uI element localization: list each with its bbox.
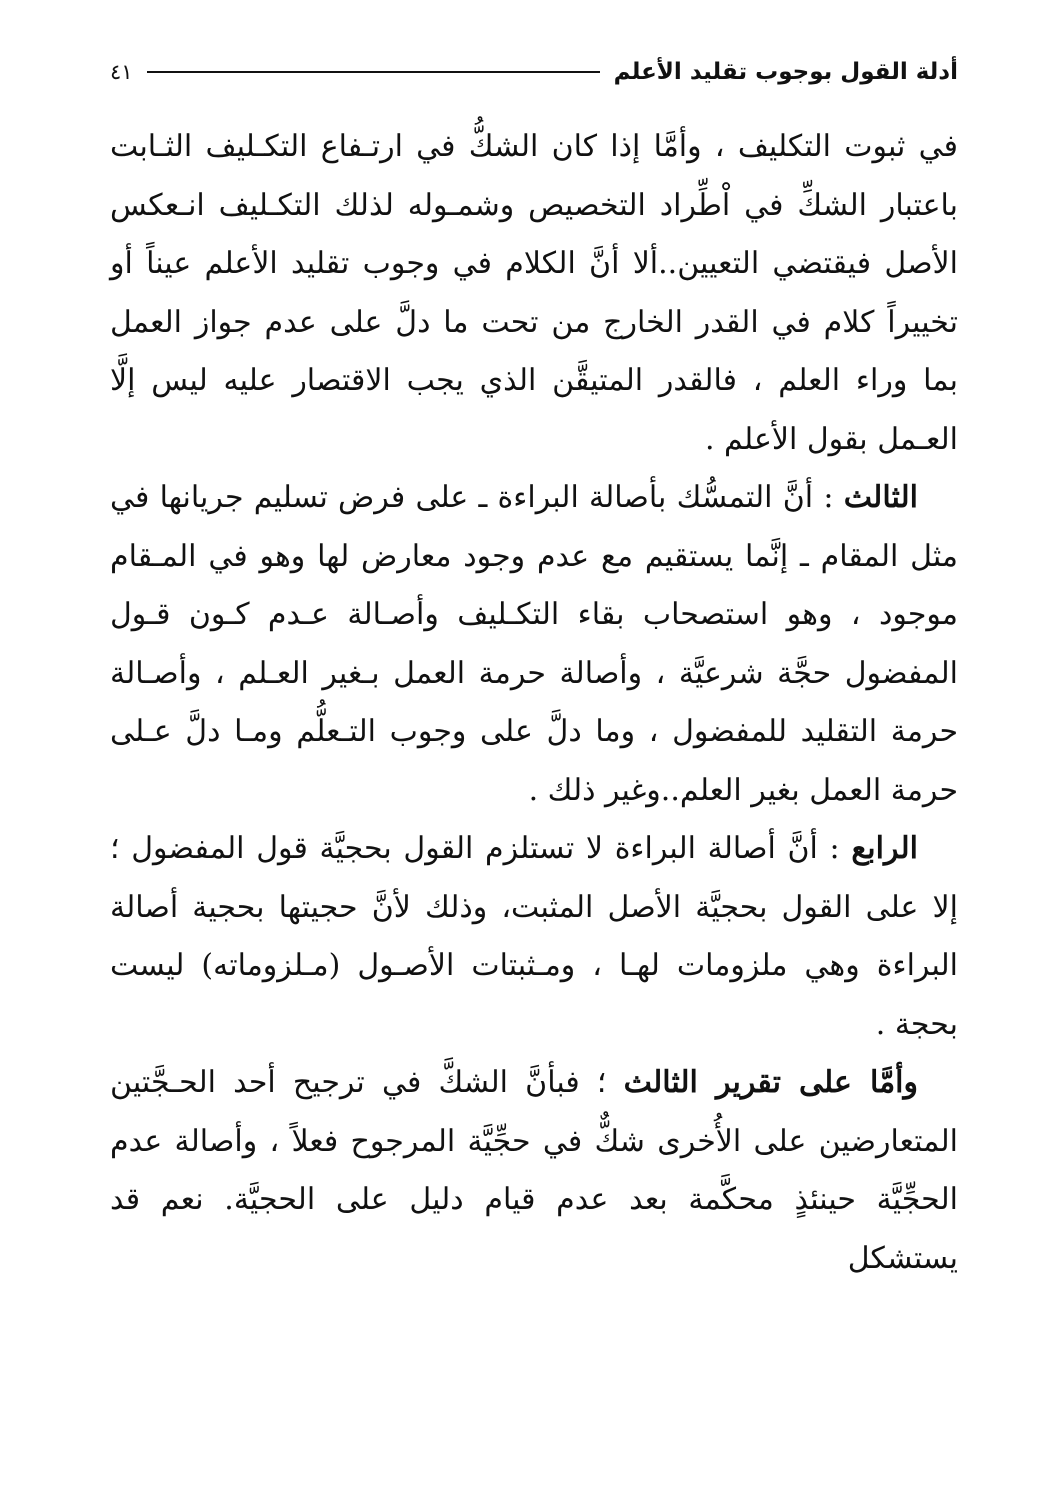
paragraph-lead: الثالث (843, 480, 918, 515)
paragraph-text: : أنَّ التمسُّك بأصالة البراءة ـ على فرض تسليم جريانها في مثل المقام ـ إنَّما يستقيم مع عدم وجود معارض لها وهو في المـقام موجود ، وهو استصحاب بقاء التكـليف وأصـالة عـدم كـون قـول المفضول حجَّة شرعيَّة ، وأصالة حرمة العمل بـغير العـلم ، وأصـالة حرمة التقليد للمفضول ، وما دلَّ على وجوب التـعلُّم ومـا دلَّ عـلى حرمة العمل بغير العلم..وغير ذلك . (110, 480, 958, 808)
paragraph-third (110, 469, 958, 820)
paragraph-text: ؛ فبأنَّ الشكَّ في ترجيح أحد الحـجَّتين المتعارضين على الأُخرى شكٌّ في حجِّيَّة المرجوح فعلاً ، وأصالة عدم الحجِّيَّة حينئذٍ محكَّمة بعد عدم قيام دليل على الحجيَّة. نعم قد يستشكل (110, 1065, 958, 1276)
paragraph-text: في ثبوت التكليف ، وأمَّا إذا كان الشكُّ في ارتـفاع التكـليف الثـابت باعتبار الشكِّ في اْطِّراد التخصيص وشمـوله لذلك التكـليف انـعكس الأصل فيقتضي التعيين..ألا أنَّ الكلام في وجوب تقليد الأعلم عيناً أو تخييراً كلام في القدر الخارج من تحت ما دلَّ على عدم جواز العمل بما وراء العلم ، فالقدر المتيقَّن الذي يجب الاقتصار عليه ليس إلَّا العـمل بقول الأعلم . (110, 129, 958, 457)
body-text (110, 118, 958, 1288)
page-number: ٤١ (110, 60, 133, 84)
paragraph-lead: وأمَّا على تقرير الثالث (623, 1065, 918, 1100)
header-rule (147, 71, 600, 73)
paragraph-lead: الرابع (851, 831, 918, 866)
paragraph-continuation (110, 118, 958, 469)
paragraph-third-rebuttal (110, 1054, 958, 1288)
paragraph-fourth (110, 820, 958, 1054)
running-title: أدلة القول بوجوب تقليد الأعلم (613, 59, 958, 85)
running-header (110, 52, 958, 92)
paragraph-text: : أنَّ أصالة البراءة لا تستلزم القول بحجيَّة قول المفضول ؛ إلا على القول بحجيَّة الأصل المثبت، وذلك لأنَّ حجيتها بحجية أصالة البراءة وهي ملزومات لهـا ، ومـثبتات الأصـول (مـلزوماته) ليست بحجة . (110, 831, 958, 1042)
